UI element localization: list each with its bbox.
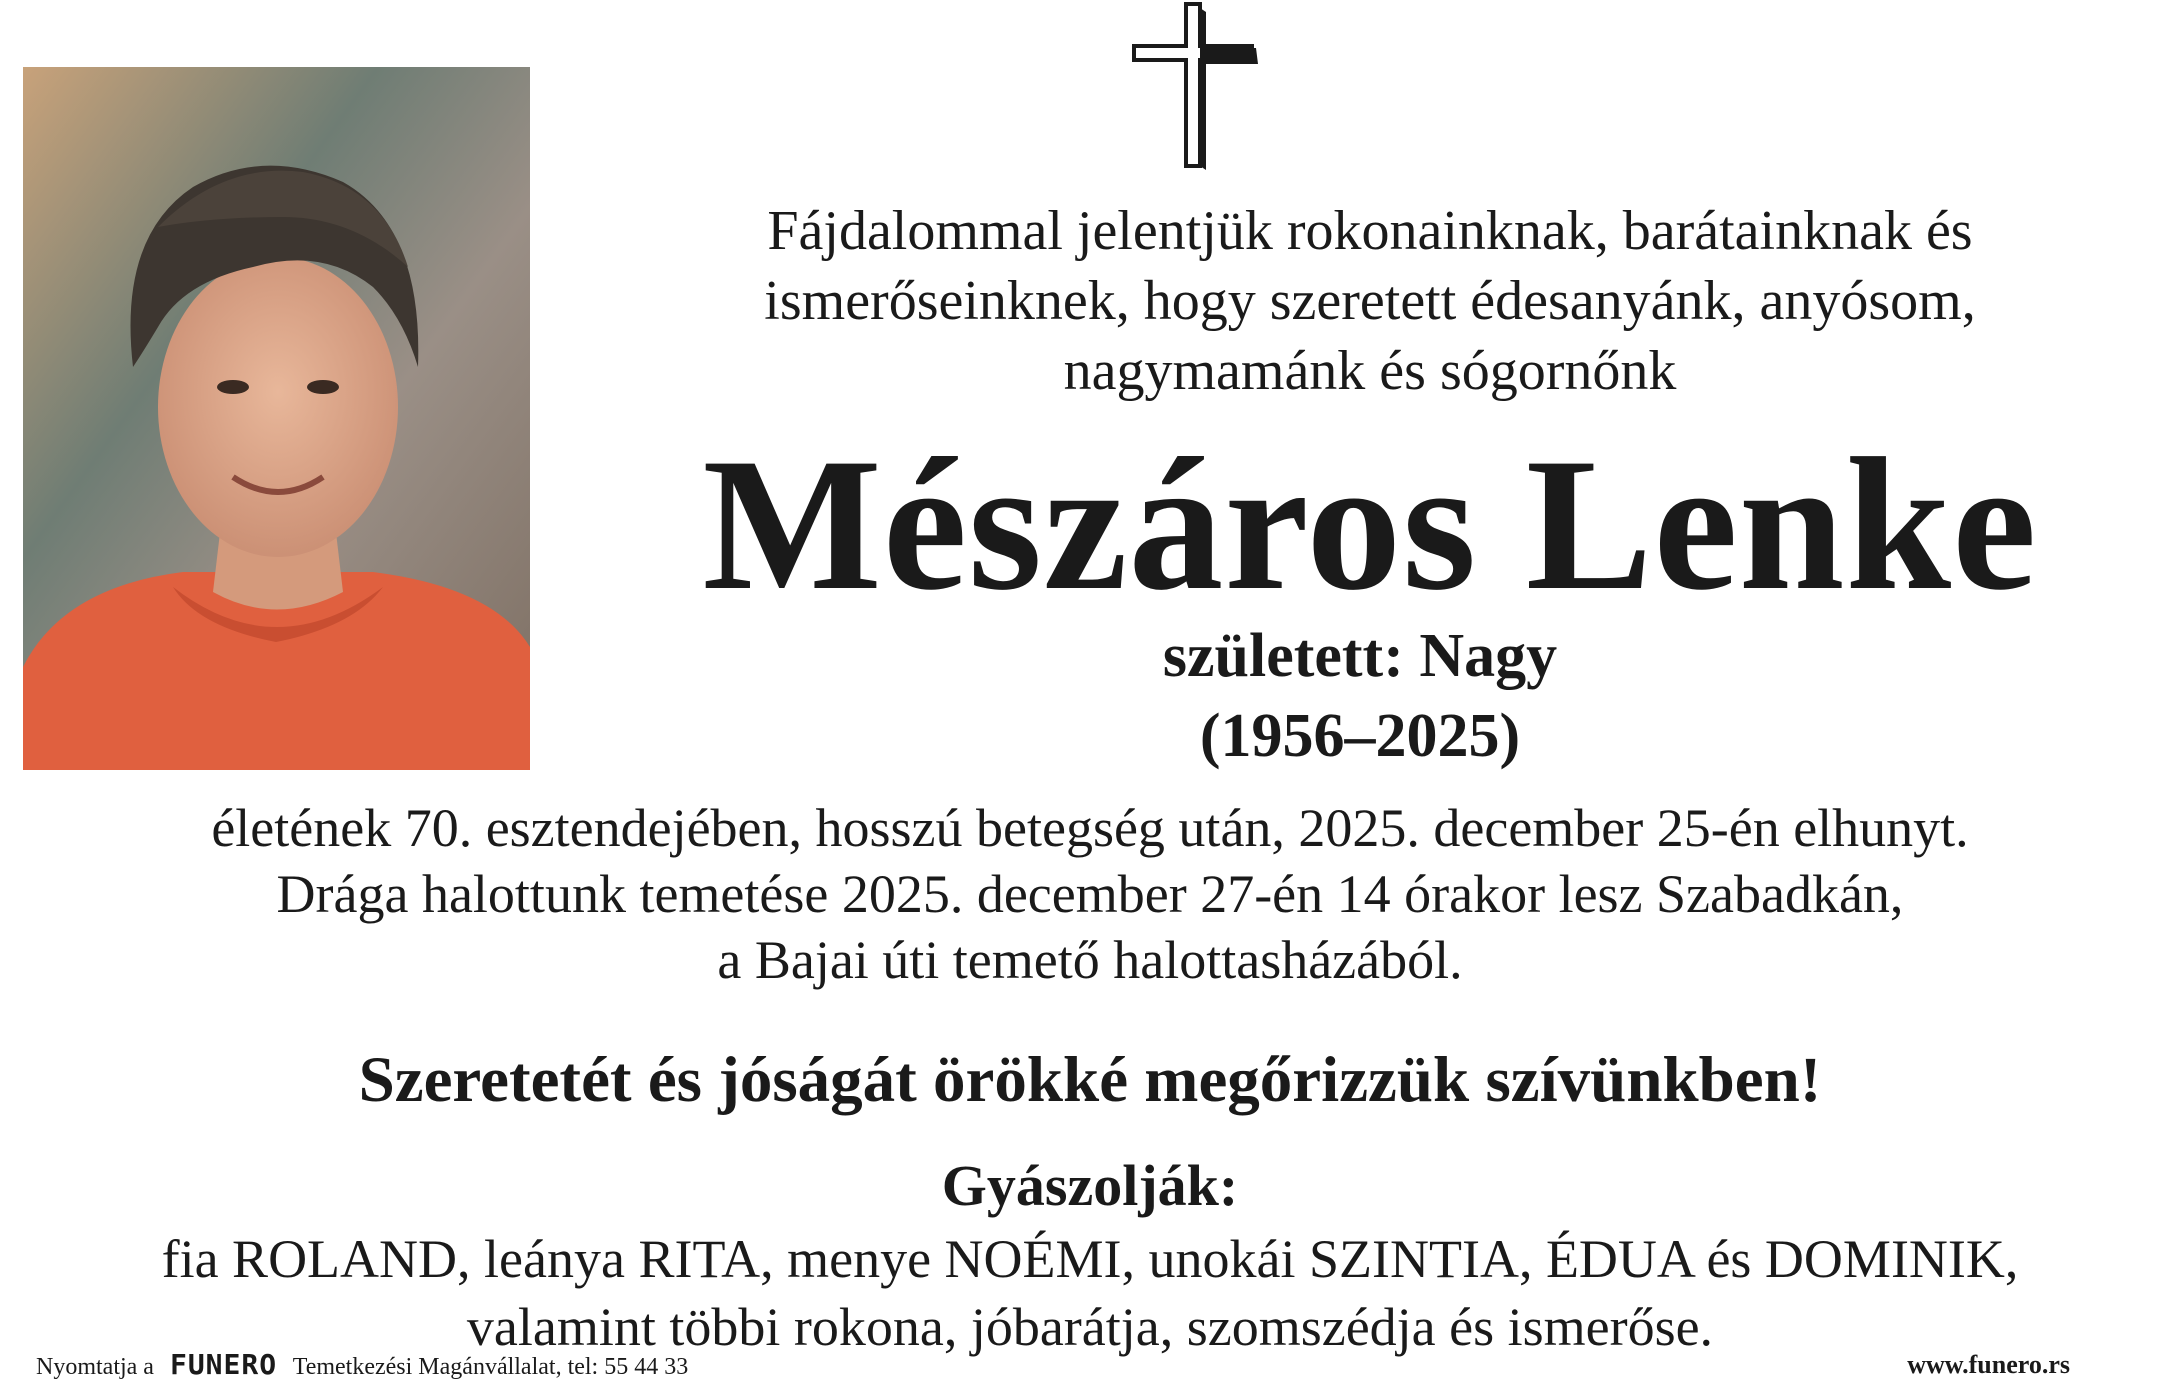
printer-prefix: Nyomtatja a xyxy=(36,1354,154,1380)
portrait-photo xyxy=(23,67,530,770)
death-details xyxy=(40,795,2140,993)
mourners-line-2: valamint többi rokona, jóbarátja, szomszédja és ismerőse. xyxy=(466,1297,1714,1357)
mourners-line-1: fia ROLAND, leánya RITA, menye NOÉMI, unokái SZINTIA, ÉDUA és DOMINIK, xyxy=(161,1229,2019,1289)
details-line-3: a Bajai úti temető halottasházából. xyxy=(717,930,1463,990)
funero-logo: FUNERO xyxy=(169,1348,278,1381)
intro-line-2: ismerőseinknek, hogy szeretett édesanyánk, anyósom, xyxy=(764,270,1976,332)
website-link[interactable]: www.funero.rs xyxy=(1907,1350,2070,1379)
mourners-heading: Gyászolják: xyxy=(941,1153,1239,1218)
details-line-1: életének 70. esztendejében, hosszú betegség után, 2025. december 25-én elhunyt. xyxy=(211,798,1969,858)
cross-icon xyxy=(1128,0,1268,172)
memorial-motto: Szeretetét és jóságát örökké megőrizzük szívünkben! xyxy=(358,1044,1822,1116)
mourners-list xyxy=(40,1225,2140,1361)
details-line-2: Drága halottunk temetése 2025. december 27-én 14 órakor lesz Szabadkán, xyxy=(276,864,1904,924)
printer-suffix: Temetkezési Magánvállalat, tel: 55 44 33 xyxy=(292,1354,689,1380)
printer-credit xyxy=(36,1350,688,1382)
deceased-name: Mészáros Lenke xyxy=(702,420,2038,630)
intro-line-3: nagymamánk és sógornőnk xyxy=(1063,340,1677,402)
life-years: (1956–2025) xyxy=(1199,702,1521,770)
maiden-name: született: Nagy xyxy=(1162,622,1558,690)
intro-line-1: Fájdalommal jelentjük rokonainknak, barátainknak és xyxy=(767,200,1973,262)
announcement-intro xyxy=(610,196,2130,406)
